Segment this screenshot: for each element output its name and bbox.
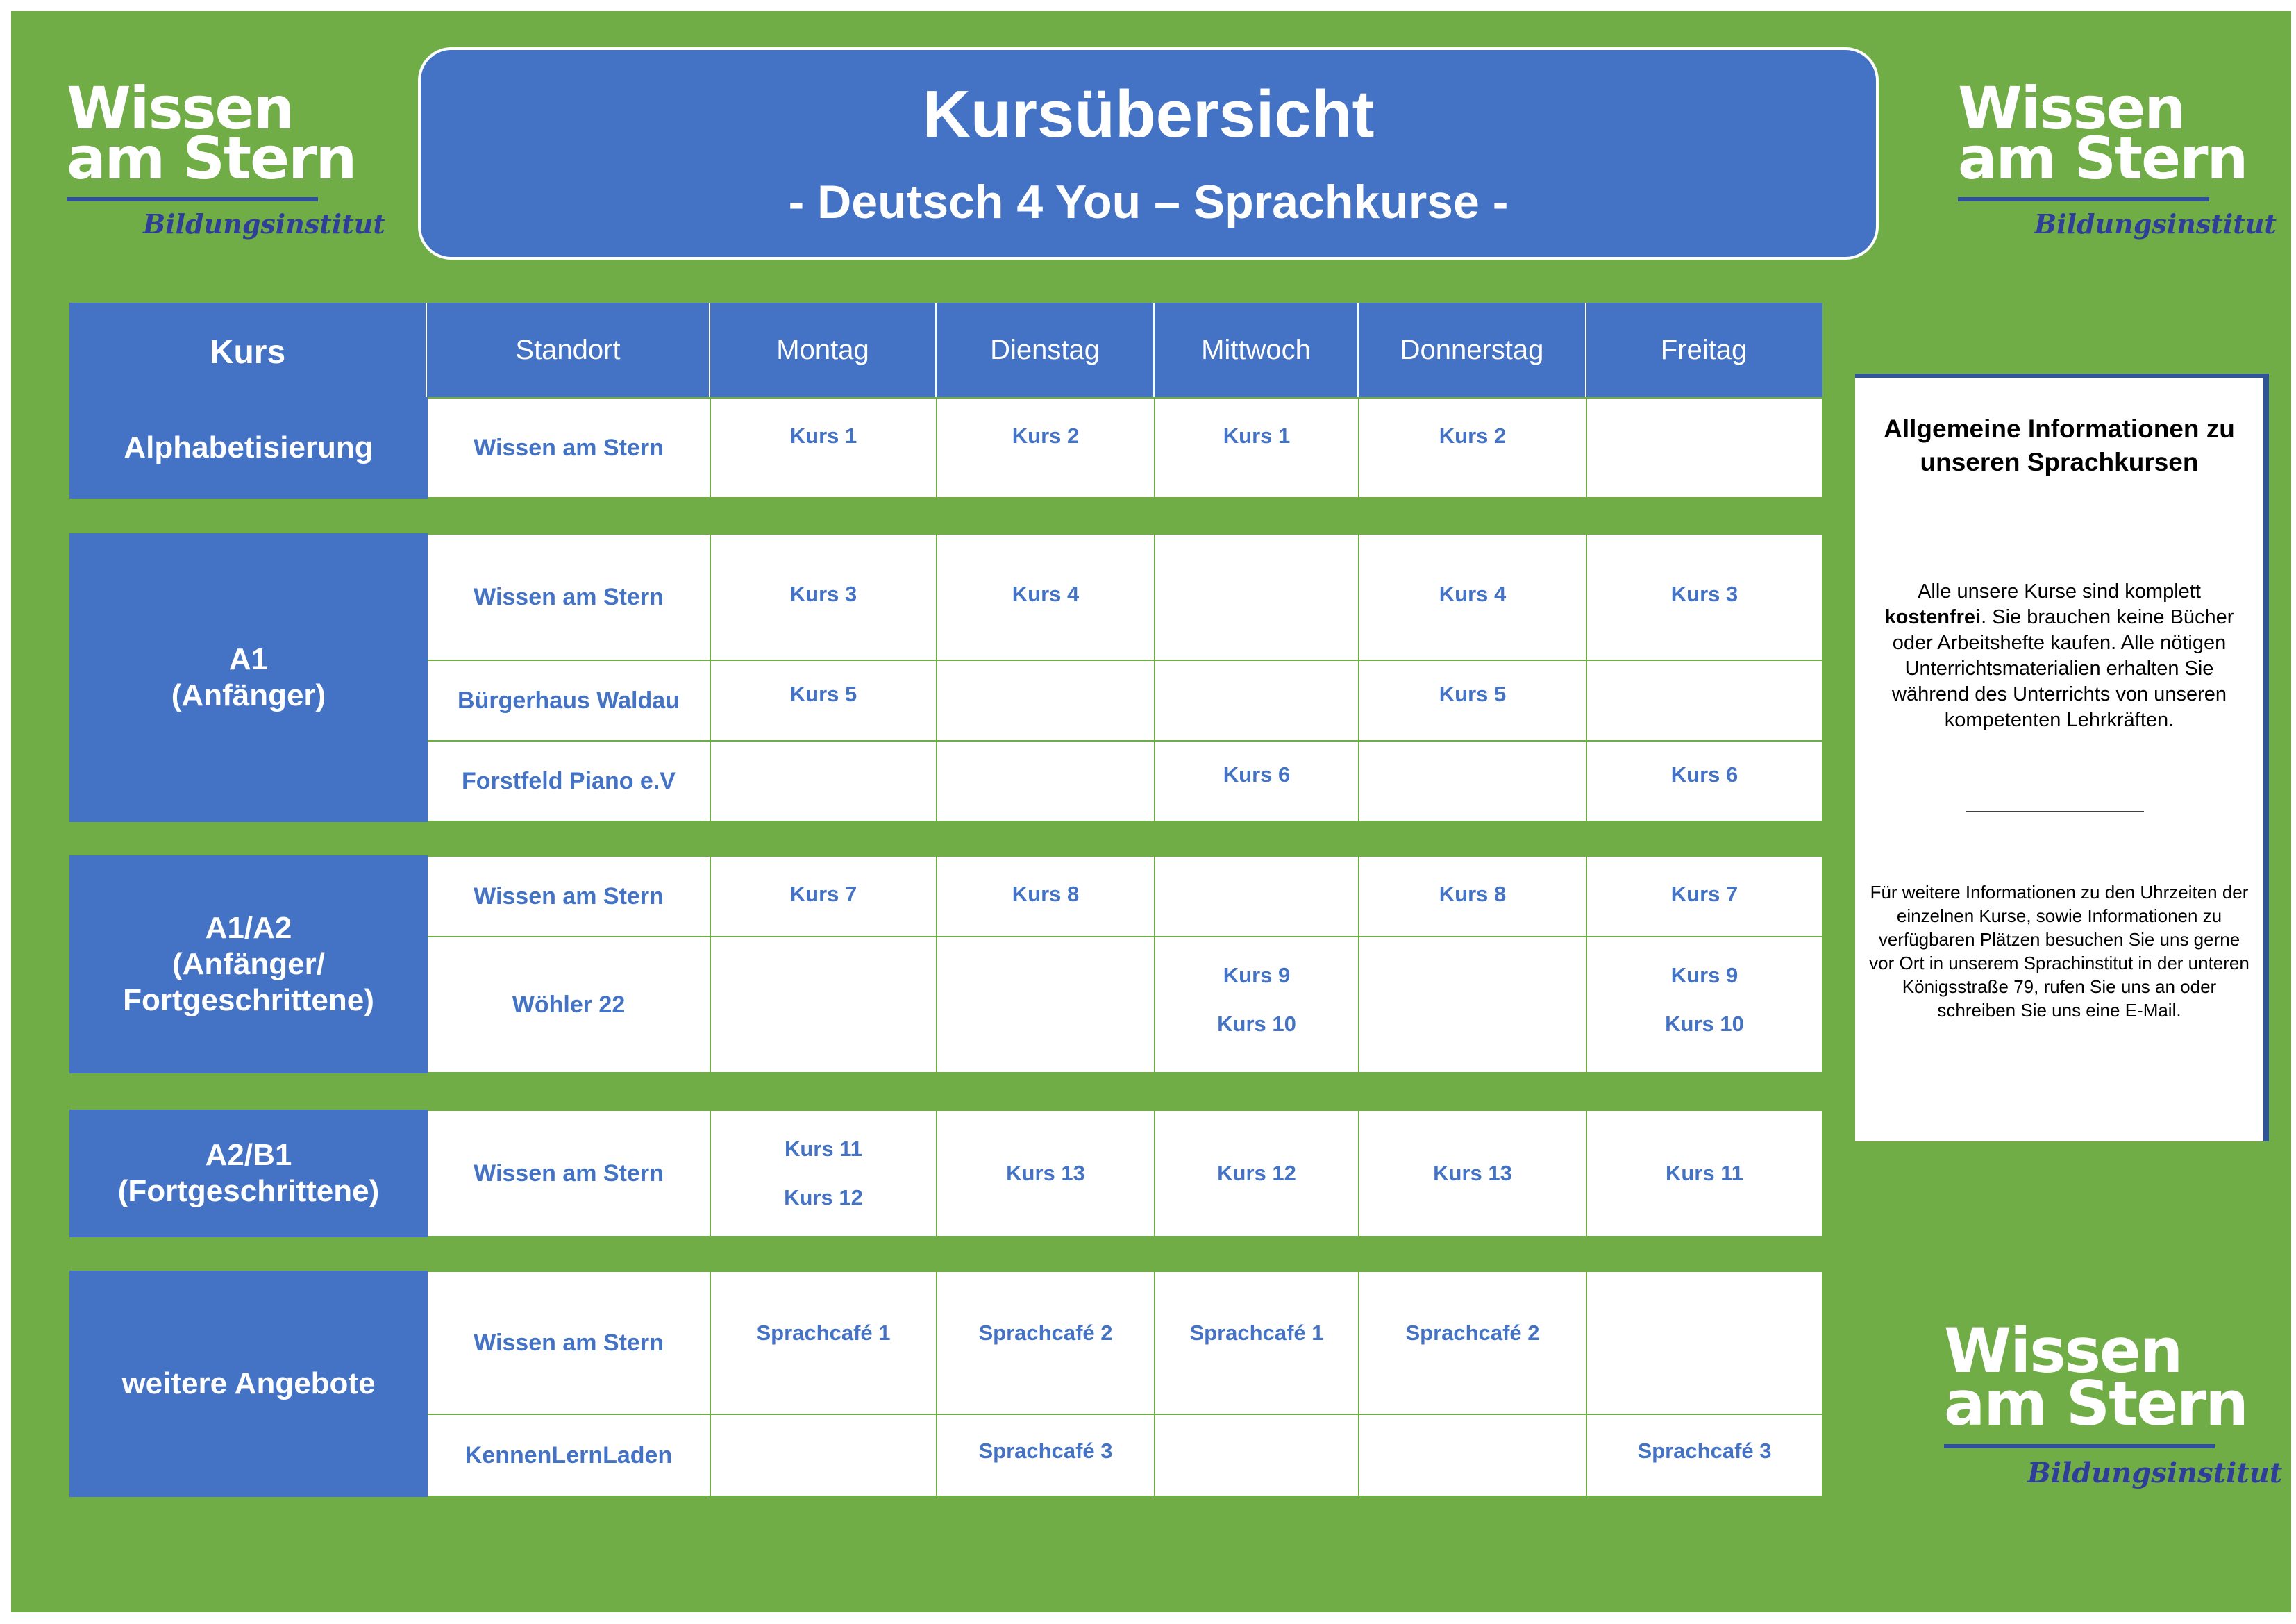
location-cell: KennenLernLaden — [427, 1414, 710, 1496]
logo-top-right — [1958, 67, 2277, 282]
course-cell: Kurs 6 — [1155, 741, 1359, 821]
location-cell: Forstfeld Piano e.V — [427, 741, 710, 821]
location-cell: Wissen am Stern — [427, 1110, 710, 1237]
course-cell — [710, 741, 937, 821]
info-text-2: . Sie brauchen keine Bücher oder Arbeitshefte kaufen. Alle nötigen Unterrichtsmaterialien erhalten Sie während des Unterrichts von unseren kompetenten Lehrkräften. — [1892, 606, 2234, 731]
logo-word-2: am Stern — [67, 124, 356, 192]
course-cell — [1359, 741, 1586, 821]
course-cell: Kurs 3 — [1586, 534, 1822, 660]
course-cell — [937, 937, 1155, 1073]
info-text-bold: kostenfrei — [1884, 606, 1981, 628]
group-label: A2/B1 (Fortgeschrittene) — [70, 1110, 427, 1237]
group-alphabetisierung — [69, 397, 1823, 499]
location-cell: Wissen am Stern — [427, 1271, 710, 1414]
logo-word-2: am Stern — [1944, 1368, 2247, 1439]
location-cell: Wissen am Stern — [427, 534, 710, 660]
course-cell: Sprachcafé 3 — [937, 1414, 1155, 1496]
logo-underline — [67, 197, 318, 201]
course-cell: Sprachcafé 1 — [1155, 1271, 1359, 1414]
course-cell — [1359, 1414, 1586, 1496]
header-kurs: Kurs — [69, 303, 426, 397]
course-cell: Kurs 6 — [1586, 741, 1822, 821]
info-divider — [1966, 811, 2144, 812]
info-panel — [1855, 374, 2269, 1141]
course-cell: Kurs 12 — [1155, 1110, 1359, 1237]
course-cell: Kurs 4 — [1359, 534, 1586, 660]
group-label: A1/A2 (Anfänger/ Fortgeschrittene) — [70, 856, 427, 1073]
course-cell: Kurs 7 — [710, 856, 937, 937]
logo-subtitle: Bildungsinstitut — [143, 208, 385, 240]
course-cell — [937, 660, 1155, 741]
course-cell: Kurs 8 — [937, 856, 1155, 937]
logo-subtitle: Bildungsinstitut — [2034, 208, 2277, 240]
course-cell: Kurs 5 — [1359, 660, 1586, 741]
course-cell — [710, 1414, 937, 1496]
info-heading: Allgemeine Informationen zu unseren Sprachkursen — [1884, 415, 2235, 476]
course-cell: Kurs 9 Kurs 10 — [1155, 937, 1359, 1073]
course-cell: Kurs 2 — [937, 398, 1155, 498]
logo-bottom-right — [1944, 1305, 2283, 1534]
group-label: Alphabetisierung — [70, 398, 427, 498]
course-cell: Kurs 13 — [1359, 1110, 1586, 1237]
info-paragraph-contact: Für weitere Informationen zu den Uhrzeiten der einzelnen Kurse, sowie Informationen zu verfügbaren Plätzen besuchen Sie uns gerne vor Ort in unserem Sprachinstitut in der unteren Königsstraße 79, rufen Sie uns an oder schreiben Sie uns eine E-Mail. — [1869, 882, 2249, 1021]
course-cell: Kurs 2 — [1359, 398, 1586, 498]
course-cell: Kurs 1 — [710, 398, 937, 498]
course-cell — [1359, 937, 1586, 1073]
course-cell — [1155, 1414, 1359, 1496]
logo-word-1: Wissen — [67, 74, 294, 142]
course-cell: Kurs 4 — [937, 534, 1155, 660]
group-a2-b1 — [69, 1110, 1823, 1237]
course-cell: Sprachcafé 2 — [937, 1271, 1155, 1414]
course-cell: Kurs 5 — [710, 660, 937, 741]
logo-underline — [1944, 1444, 2215, 1448]
group-weitere-angebote — [69, 1271, 1823, 1497]
course-cell: Sprachcafé 2 — [1359, 1271, 1586, 1414]
header-montag: Montag — [710, 303, 936, 397]
page-title: Kursübersicht — [922, 77, 1375, 151]
logo-word-1: Wissen — [1944, 1315, 2182, 1387]
logo-underline — [1958, 197, 2209, 201]
course-cell: Kurs 11 — [1586, 1110, 1822, 1237]
course-cell: Sprachcafé 1 — [710, 1271, 937, 1414]
course-cell — [1586, 1271, 1822, 1414]
info-paragraph-cost — [1875, 579, 2244, 733]
course-cell: Kurs 8 — [1359, 856, 1586, 937]
group-label: A1 (Anfänger) — [70, 534, 427, 821]
header-dienstag: Dienstag — [936, 303, 1154, 397]
course-cell — [1155, 856, 1359, 937]
course-cell — [1586, 660, 1822, 741]
group-label: weitere Angebote — [70, 1271, 427, 1496]
info-text-1: Alle unsere Kurse sind komplett — [1918, 580, 2201, 603]
location-cell: Wissen am Stern — [427, 856, 710, 937]
course-cell — [1155, 534, 1359, 660]
header-standort: Standort — [426, 303, 710, 397]
logo-word-1: Wissen — [1958, 74, 2185, 142]
logo-word-2: am Stern — [1958, 124, 2247, 192]
logo-top-left — [67, 67, 385, 282]
group-a1-a2 — [69, 855, 1823, 1073]
schedule-header — [69, 303, 1822, 397]
location-cell: Bürgerhaus Waldau — [427, 660, 710, 741]
course-cell: Kurs 11 Kurs 12 — [710, 1110, 937, 1237]
page-subtitle: - Deutsch 4 You – Sprachkurse - — [788, 176, 1509, 228]
course-cell — [1155, 660, 1359, 741]
course-cell: Kurs 9 Kurs 10 — [1586, 937, 1822, 1073]
course-cell — [710, 937, 937, 1073]
course-cell — [1586, 398, 1822, 498]
course-cell: Kurs 3 — [710, 534, 937, 660]
header-freitag: Freitag — [1586, 303, 1822, 397]
logo-subtitle: Bildungsinstitut — [2027, 1457, 2283, 1489]
header-donnerstag: Donnerstag — [1358, 303, 1586, 397]
group-a1 — [69, 533, 1823, 822]
course-cell: Kurs 7 — [1586, 856, 1822, 937]
course-cell — [937, 741, 1155, 821]
course-cell: Sprachcafé 3 — [1586, 1414, 1822, 1496]
location-cell: Wissen am Stern — [427, 398, 710, 498]
header-mittwoch: Mittwoch — [1154, 303, 1358, 397]
title-banner — [418, 47, 1879, 260]
location-cell: Wöhler 22 — [427, 937, 710, 1073]
course-cell: Kurs 13 — [937, 1110, 1155, 1237]
course-cell: Kurs 1 — [1155, 398, 1359, 498]
